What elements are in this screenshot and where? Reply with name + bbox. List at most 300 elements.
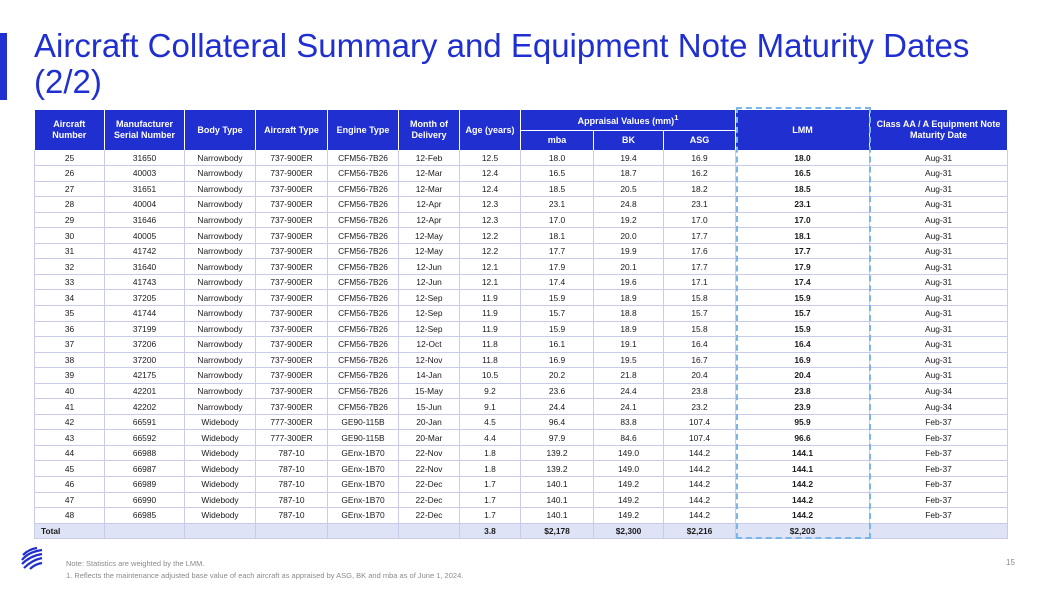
table-cell: CFM56-7B26 [328,321,399,337]
total-asg: $2,216 [664,523,736,539]
table-cell: 787-10 [256,445,328,461]
table-cell: 15.7 [664,305,736,321]
table-cell: Narrowbody [185,243,256,259]
table-cell: 12.4 [460,166,521,182]
table-cell: Aug-31 [870,243,1008,259]
table-cell: 15.9 [736,321,870,337]
table-cell: Aug-31 [870,212,1008,228]
table-cell: 144.2 [664,508,736,524]
table-cell: 45 [35,461,105,477]
table-cell: 18.7 [594,166,664,182]
table-cell: 17.6 [664,243,736,259]
table-cell: 21.8 [594,368,664,384]
table-cell: 17.0 [664,212,736,228]
table-row [35,228,1008,244]
table-cell: 95.9 [736,414,870,430]
table-cell: 18.1 [736,228,870,244]
table-cell: 777-300ER [256,430,328,446]
header-month-of-delivery: Month of Delivery [399,110,460,150]
table-cell: 40003 [105,166,185,182]
table-cell: 66591 [105,414,185,430]
table-row [35,445,1008,461]
table-cell: Aug-34 [870,399,1008,415]
table-cell: 149.2 [594,476,664,492]
table-cell: 12-Jun [399,259,460,275]
table-cell: 19.2 [594,212,664,228]
table-cell: 41743 [105,274,185,290]
table-cell: 12.3 [460,212,521,228]
table-cell: Narrowbody [185,212,256,228]
table-cell: 139.2 [521,461,594,477]
table-cell: 149.2 [594,492,664,508]
table-cell: 24.8 [594,197,664,213]
header-asg: ASG [664,130,736,150]
table-cell: 17.9 [736,259,870,275]
table-cell: 144.1 [736,461,870,477]
table-cell: 22-Dec [399,492,460,508]
table-cell: 9.1 [460,399,521,415]
table-cell: 31646 [105,212,185,228]
table-cell: 144.2 [736,508,870,524]
table-cell: 15.8 [664,290,736,306]
table-cell: CFM56-7B26 [328,243,399,259]
table-cell: 12-May [399,228,460,244]
header-aircraft-type: Aircraft Type [256,110,328,150]
table-cell: 737-900ER [256,368,328,384]
table-row [35,290,1008,306]
total-row [35,523,1008,539]
table-cell: 15-May [399,383,460,399]
table-cell: 66989 [105,476,185,492]
table-cell: 18.0 [736,150,870,166]
total-lmm: $2,203 [736,523,870,539]
table-cell: 16.9 [736,352,870,368]
table-cell: 139.2 [521,445,594,461]
table-cell: 42202 [105,399,185,415]
table-cell: Narrowbody [185,150,256,166]
table-cell: 24.4 [594,383,664,399]
table-cell: 23.1 [521,197,594,213]
table-cell: 96.6 [736,430,870,446]
header-age: Age (years) [460,110,521,150]
table-cell: 737-900ER [256,228,328,244]
table-cell: Aug-31 [870,166,1008,182]
table-cell: 737-900ER [256,212,328,228]
table-cell: Narrowbody [185,321,256,337]
table-cell: 1.8 [460,445,521,461]
table-cell: Feb-37 [870,492,1008,508]
table-cell: 16.9 [664,150,736,166]
total-empty-cell [185,523,256,539]
table-cell: 31640 [105,259,185,275]
table-cell: 18.1 [521,228,594,244]
table-cell: Aug-31 [870,305,1008,321]
table-cell: CFM56-7B26 [328,166,399,182]
table-cell: 11.9 [460,321,521,337]
table-cell: 46 [35,476,105,492]
table-cell: 11.9 [460,290,521,306]
table-cell: Aug-31 [870,290,1008,306]
header-bk: BK [594,130,664,150]
table-cell: 27 [35,181,105,197]
header-appraisal-values [521,110,736,130]
table-cell: Aug-31 [870,228,1008,244]
table-cell: 40 [35,383,105,399]
table-cell: CFM56-7B26 [328,274,399,290]
table-cell: 17.1 [664,274,736,290]
table-cell: 140.1 [521,492,594,508]
table-cell: 12-Mar [399,166,460,182]
table-cell: 19.9 [594,243,664,259]
table-row [35,337,1008,353]
table-cell: 22-Dec [399,508,460,524]
table-cell: GE90-115B [328,414,399,430]
table-cell: Widebody [185,461,256,477]
table-row [35,430,1008,446]
table-cell: CFM56-7B26 [328,383,399,399]
table-cell: 12-Feb [399,150,460,166]
table-cell: 37199 [105,321,185,337]
table-cell: 15.8 [664,321,736,337]
table-cell: Narrowbody [185,166,256,182]
table-row [35,274,1008,290]
header-maturity-date: Class AA / A Equipment Note Maturity Date [870,110,1008,150]
total-empty-cell [328,523,399,539]
header-body-type: Body Type [185,110,256,150]
table-cell: 18.8 [594,305,664,321]
table-cell: 737-900ER [256,337,328,353]
table-cell: Narrowbody [185,228,256,244]
header-msn: Manufacturer Serial Number [105,110,185,150]
table-cell: Aug-31 [870,321,1008,337]
table-cell: Aug-31 [870,181,1008,197]
page-number: 15 [1006,558,1015,567]
table-row [35,399,1008,415]
table-cell: 41744 [105,305,185,321]
table-cell: 14-Jan [399,368,460,384]
table-cell: 47 [35,492,105,508]
table-cell: 17.7 [736,243,870,259]
table-cell: 17.7 [664,259,736,275]
table-cell: 33 [35,274,105,290]
table-cell: 31650 [105,150,185,166]
table-cell: 787-10 [256,508,328,524]
table-cell: 12-Jun [399,274,460,290]
table-cell: 19.5 [594,352,664,368]
table-cell: 16.1 [521,337,594,353]
table-cell: 12.3 [460,197,521,213]
table-cell: Narrowbody [185,274,256,290]
table-cell: 144.2 [736,476,870,492]
table-cell: 16.4 [664,337,736,353]
table-cell: 41742 [105,243,185,259]
table-cell: 39 [35,368,105,384]
table-cell: GEnx-1B70 [328,461,399,477]
table-cell: 18.0 [521,150,594,166]
table-cell: 12-Sep [399,321,460,337]
table-cell: 48 [35,508,105,524]
table-cell: 144.2 [664,492,736,508]
table-cell: 737-900ER [256,399,328,415]
table-cell: Aug-31 [870,274,1008,290]
header-aircraft-number: Aircraft Number [35,110,105,150]
table-cell: 12-Oct [399,337,460,353]
table-cell: 15-Jun [399,399,460,415]
table-cell: 17.4 [521,274,594,290]
table-cell: 144.1 [736,445,870,461]
table-cell: 737-900ER [256,383,328,399]
table-cell: 40005 [105,228,185,244]
table-cell: 11.8 [460,337,521,353]
table-cell: Widebody [185,492,256,508]
table-cell: 43 [35,430,105,446]
table-cell: Narrowbody [185,259,256,275]
table-cell: 42201 [105,383,185,399]
table-cell: 144.2 [664,476,736,492]
table-cell: 12.4 [460,181,521,197]
table-cell: Narrowbody [185,305,256,321]
table-cell: Feb-37 [870,461,1008,477]
table-cell: 11.8 [460,352,521,368]
table-cell: 787-10 [256,476,328,492]
table-cell: 12-Sep [399,290,460,306]
total-bk: $2,300 [594,523,664,539]
table-cell: 140.1 [521,476,594,492]
table-row [35,259,1008,275]
table-cell: 22-Dec [399,476,460,492]
table-cell: Feb-37 [870,430,1008,446]
table-cell: GEnx-1B70 [328,492,399,508]
total-empty-cell [399,523,460,539]
table-row [35,212,1008,228]
table-cell: 9.2 [460,383,521,399]
table-cell: 17.0 [521,212,594,228]
table-cell: 66592 [105,430,185,446]
table-cell: 31 [35,243,105,259]
table-cell: 144.2 [736,492,870,508]
table-cell: 18.9 [594,290,664,306]
table-cell: CFM56-7B26 [328,337,399,353]
table-cell: 15.7 [736,305,870,321]
table-row [35,508,1008,524]
table-cell: Aug-31 [870,197,1008,213]
table-cell: 17.9 [521,259,594,275]
table-cell: 737-900ER [256,166,328,182]
table-cell: 37205 [105,290,185,306]
table-cell: 23.9 [736,399,870,415]
total-label: Total [35,523,105,539]
table-row [35,492,1008,508]
table-cell: 20.2 [521,368,594,384]
table-cell: 1.7 [460,492,521,508]
total-empty-cell [870,523,1008,539]
table-cell: 737-900ER [256,243,328,259]
table-cell: 23.1 [736,197,870,213]
table-cell: CFM56-7B26 [328,150,399,166]
table-cell: Narrowbody [185,383,256,399]
table-cell: 83.8 [594,414,664,430]
total-age: 3.8 [460,523,521,539]
table-cell: 12-Nov [399,352,460,368]
table-cell: 737-900ER [256,274,328,290]
table-cell: 12.1 [460,259,521,275]
appraisal-footnote-marker: 1 [674,113,679,123]
table-cell: 20.4 [736,368,870,384]
table-body [35,150,1008,539]
table-cell: 31651 [105,181,185,197]
table-cell: CFM56-7B26 [328,181,399,197]
table-cell: GEnx-1B70 [328,508,399,524]
table-cell: 15.9 [521,321,594,337]
table-cell: 34 [35,290,105,306]
table-cell: Widebody [185,414,256,430]
table-cell: 1.7 [460,476,521,492]
table-cell: 12-May [399,243,460,259]
table-cell: 22-Nov [399,461,460,477]
appraisal-values-label: Appraisal Values (mm) [577,116,675,127]
table-cell: 17.7 [664,228,736,244]
table-cell: 16.5 [521,166,594,182]
table-cell: 737-900ER [256,150,328,166]
table-row [35,352,1008,368]
table-cell: Aug-31 [870,337,1008,353]
table-cell: CFM56-7B26 [328,228,399,244]
table-cell: CFM56-7B26 [328,259,399,275]
table-row [35,461,1008,477]
table-cell: 20.1 [594,259,664,275]
table-cell: 787-10 [256,492,328,508]
table-cell: 42175 [105,368,185,384]
table-cell: 30 [35,228,105,244]
table-cell: 25 [35,150,105,166]
table-cell: 37200 [105,352,185,368]
table-cell: 16.2 [664,166,736,182]
table-cell: 737-900ER [256,181,328,197]
table-cell: 4.5 [460,414,521,430]
table-cell: 144.2 [664,445,736,461]
table-row [35,321,1008,337]
table-row [35,305,1008,321]
table-cell: 18.2 [664,181,736,197]
total-empty-cell [105,523,185,539]
table-row [35,181,1008,197]
table-cell: 1.7 [460,508,521,524]
table-cell: 97.9 [521,430,594,446]
table-cell: Narrowbody [185,368,256,384]
footnote-1: 1. Reflects the maintenance adjusted base value of each aircraft as appraised by ASG, BK and mba as of June 1, 2024. [66,571,464,580]
table-cell: 15.7 [521,305,594,321]
table-cell: 44 [35,445,105,461]
table-cell: 12-Sep [399,305,460,321]
collateral-table [34,110,1008,539]
table-cell: CFM56-7B26 [328,197,399,213]
table-cell: CFM56-7B26 [328,399,399,415]
table-cell: 10.5 [460,368,521,384]
table-row [35,368,1008,384]
table-cell: 20.5 [594,181,664,197]
total-empty-cell [256,523,328,539]
table-cell: 17.4 [736,274,870,290]
table-row [35,414,1008,430]
table-cell: 12.2 [460,228,521,244]
footnote-note: Note: Statistics are weighted by the LMM. [66,559,205,568]
table-cell: 28 [35,197,105,213]
table-row [35,166,1008,182]
table-cell: Aug-34 [870,383,1008,399]
table-cell: 20-Jan [399,414,460,430]
table-cell: 18.5 [521,181,594,197]
table-cell: 737-900ER [256,305,328,321]
table-cell: CFM56-7B26 [328,212,399,228]
table-cell: 4.4 [460,430,521,446]
table-cell: 17.0 [736,212,870,228]
table-cell: 20.0 [594,228,664,244]
table-cell: 15.9 [521,290,594,306]
table-cell: 66987 [105,461,185,477]
table-cell: 23.6 [521,383,594,399]
table-cell: 26 [35,166,105,182]
table-cell: GEnx-1B70 [328,476,399,492]
table-cell: 149.2 [594,508,664,524]
table-cell: Aug-31 [870,259,1008,275]
table-cell: Narrowbody [185,352,256,368]
table-cell: 12.2 [460,243,521,259]
table-cell: 777-300ER [256,414,328,430]
table-cell: 41 [35,399,105,415]
table-cell: 12-Apr [399,212,460,228]
table-cell: 23.8 [664,383,736,399]
table-cell: 23.2 [664,399,736,415]
table-cell: 23.8 [736,383,870,399]
table-cell: 18.9 [594,321,664,337]
table-cell: Narrowbody [185,290,256,306]
table-cell: 37 [35,337,105,353]
table-cell: Narrowbody [185,399,256,415]
table-cell: GEnx-1B70 [328,445,399,461]
table-cell: CFM56-7B26 [328,368,399,384]
table-cell: 24.1 [594,399,664,415]
table-row [35,150,1008,166]
table-cell: 18.5 [736,181,870,197]
table-cell: 737-900ER [256,352,328,368]
table-cell: CFM56-7B26 [328,305,399,321]
total-mba: $2,178 [521,523,594,539]
table-cell: 66985 [105,508,185,524]
table-cell: GE90-115B [328,430,399,446]
table-cell: Widebody [185,476,256,492]
table-cell: 12.5 [460,150,521,166]
table-cell: 12-Mar [399,181,460,197]
table-cell: 20.4 [664,368,736,384]
table-row [35,383,1008,399]
table-cell: 149.0 [594,461,664,477]
table-cell: 17.7 [521,243,594,259]
globe-logo-icon [20,546,44,570]
table-cell: 15.9 [736,290,870,306]
table-cell: 19.1 [594,337,664,353]
title-accent-bar [0,33,7,100]
table-cell: 149.0 [594,445,664,461]
table-cell: Feb-37 [870,445,1008,461]
table-cell: 737-900ER [256,321,328,337]
table-cell: 16.5 [736,166,870,182]
table-cell: 66988 [105,445,185,461]
table-cell: 40004 [105,197,185,213]
table-cell: 16.9 [521,352,594,368]
table-cell: Widebody [185,508,256,524]
table-cell: 16.7 [664,352,736,368]
table-cell: 24.4 [521,399,594,415]
